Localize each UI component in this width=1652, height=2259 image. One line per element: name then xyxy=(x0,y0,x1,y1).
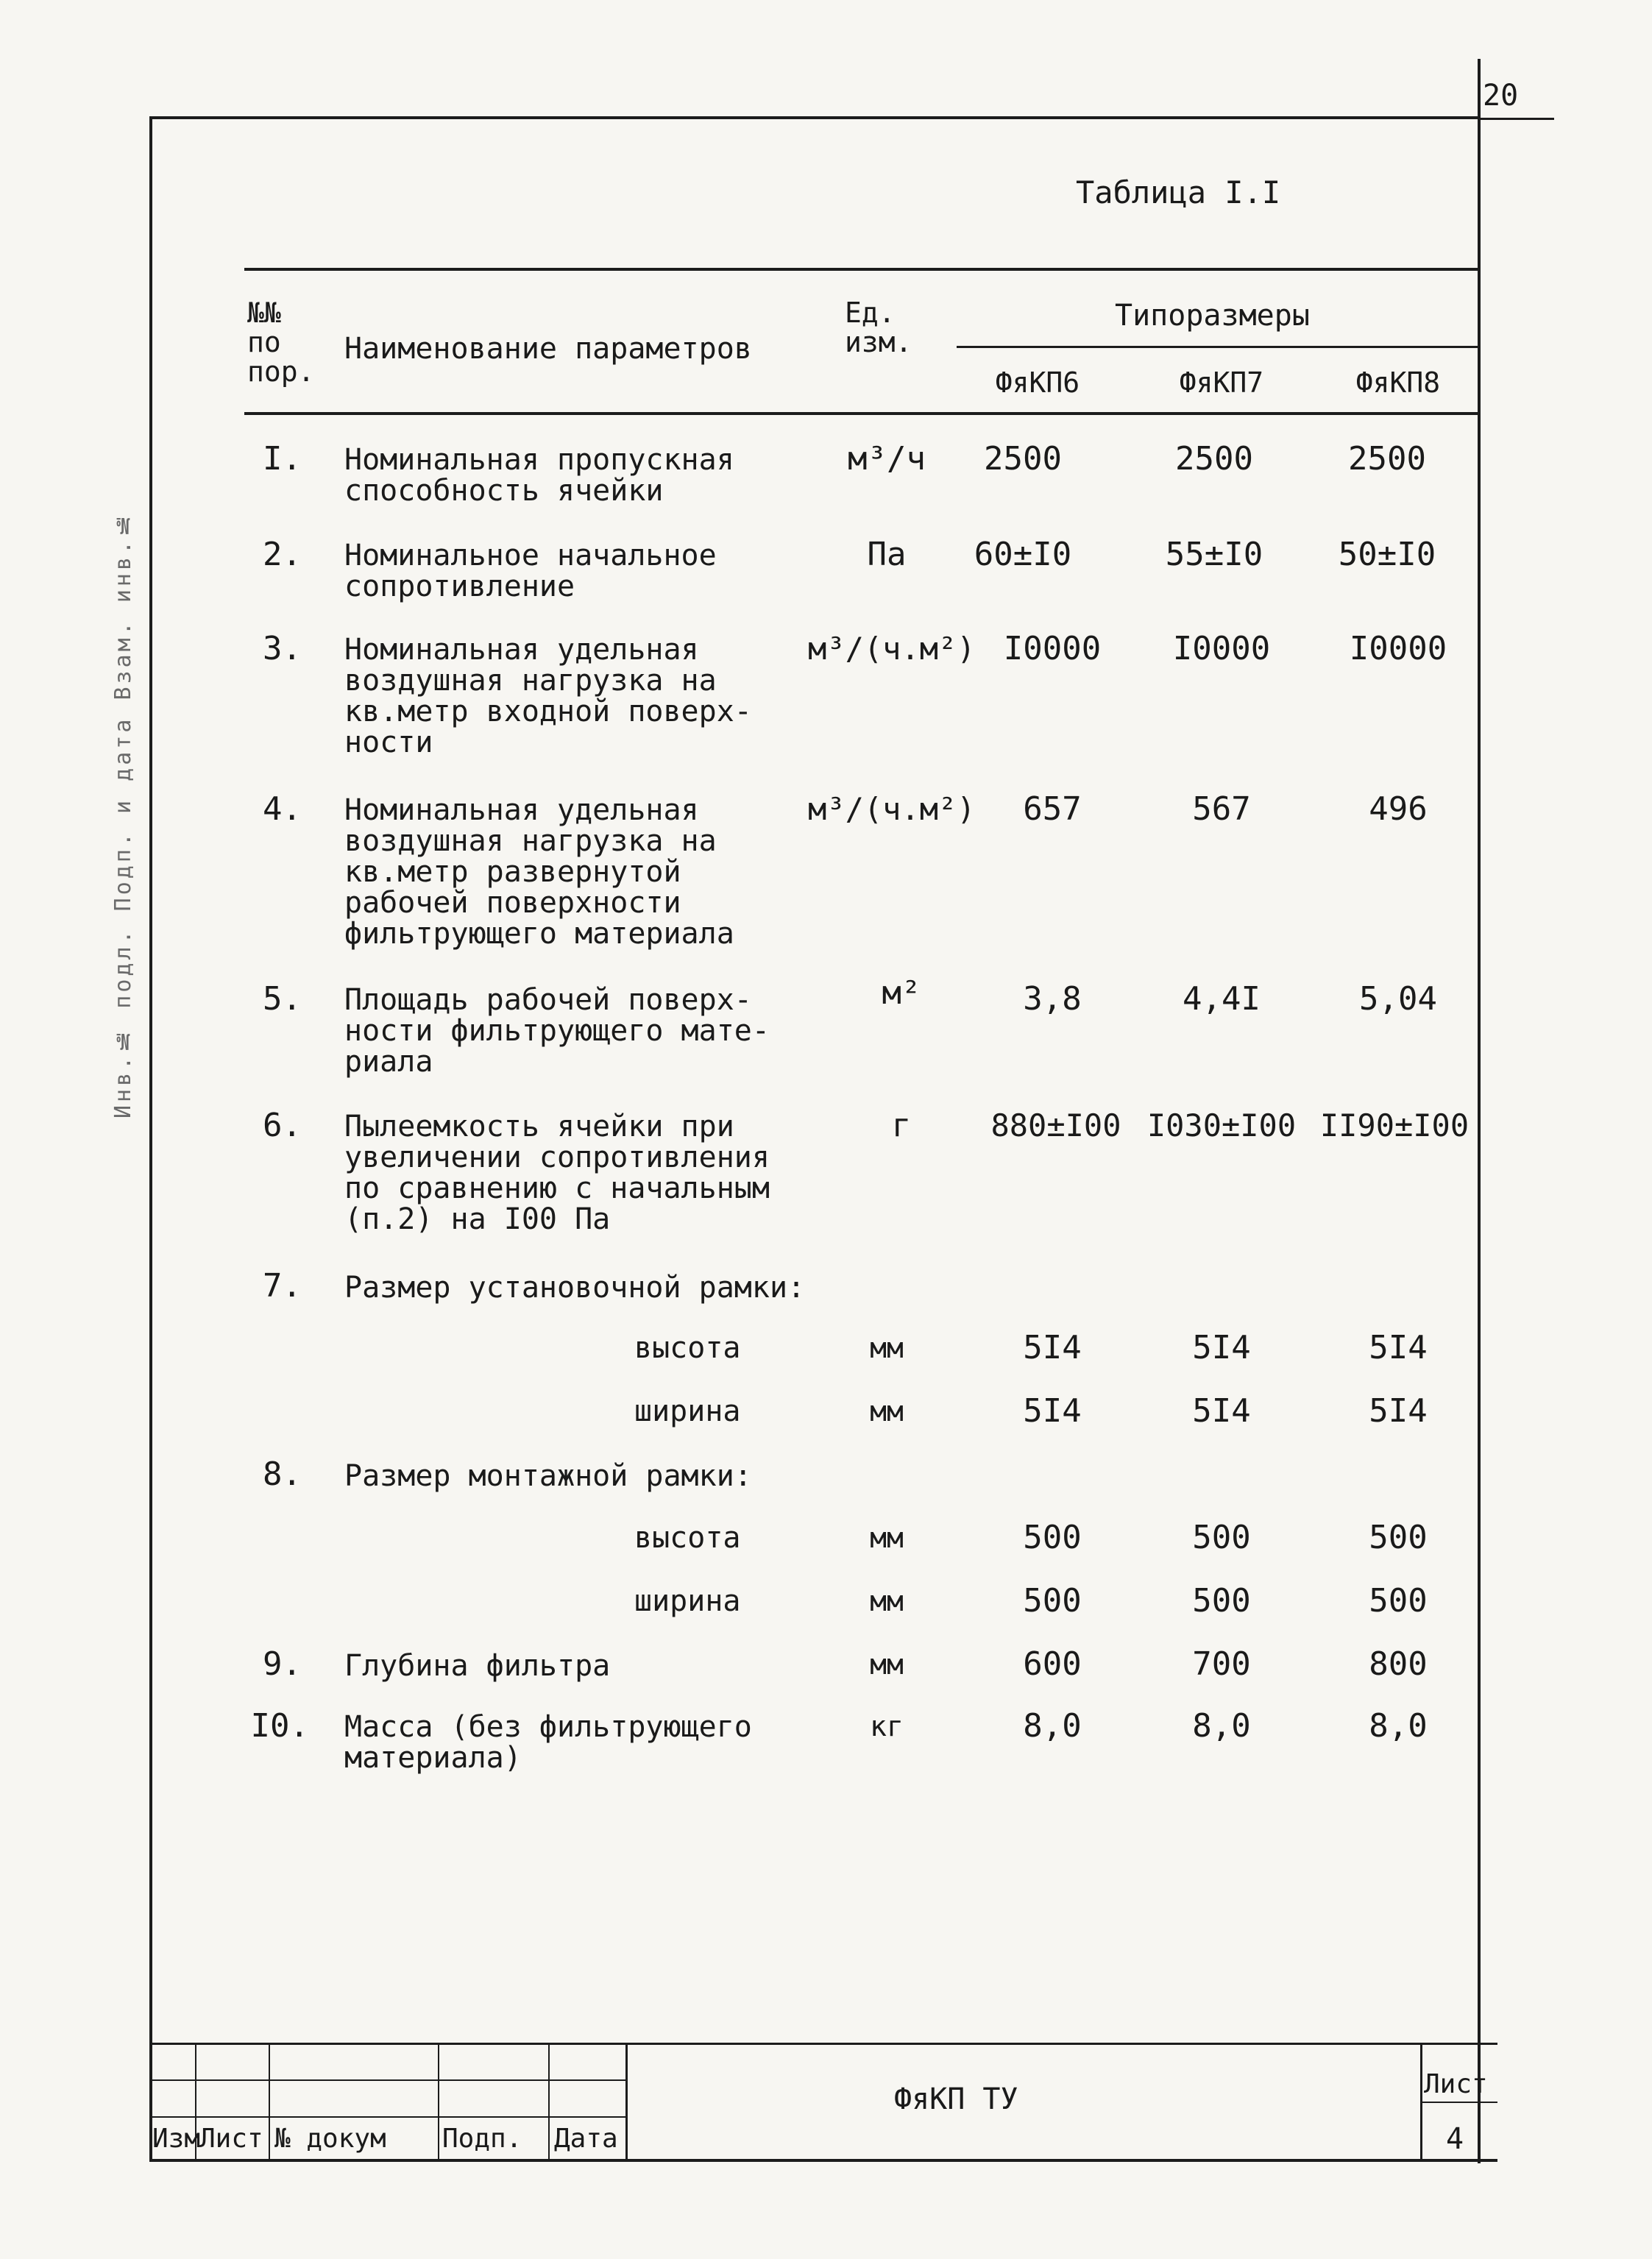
row-6-name xyxy=(344,1111,770,1235)
row-7a-name: высота xyxy=(634,1331,741,1365)
table-title: Таблица I.I xyxy=(1076,174,1281,210)
stamp-col-change: Изм xyxy=(152,2124,201,2154)
row-6-value-1: 880±I00 xyxy=(990,1107,1121,1143)
title-block-col-rule-2 xyxy=(269,2043,270,2160)
row-7b-name: ширина xyxy=(634,1394,741,1428)
row-1-name xyxy=(344,444,734,506)
row-9-value-3: 800 xyxy=(1369,1645,1428,1683)
stamp-document-code: ФяКП ТУ xyxy=(894,2082,1018,2116)
header-parameter-name: Наименование параметров xyxy=(344,332,752,366)
row-10-value-1: 8,0 xyxy=(1023,1707,1082,1745)
row-7a-unit: мм xyxy=(870,1332,904,1364)
row-7a-value-3: 5I4 xyxy=(1369,1329,1428,1366)
row-6-name-line-4: (п.2) на I00 Па xyxy=(344,1202,611,1236)
header-unit xyxy=(845,298,912,357)
row-3-name xyxy=(344,634,752,758)
row-1-name-line-1: Номинальная пропускная xyxy=(344,443,734,477)
row-2-name-line-1: Номинальное начальное xyxy=(344,539,717,572)
row-3-name-line-2: воздушная нагрузка на xyxy=(344,664,717,698)
row-4-value-2: 567 xyxy=(1192,790,1251,828)
page-number: 20 xyxy=(1483,79,1519,113)
row-8b-unit: мм xyxy=(870,1585,904,1617)
stamp-col-date: Дата xyxy=(554,2124,618,2154)
row-1-unit: м³/ч xyxy=(848,440,926,478)
title-block-row-rule-1 xyxy=(151,2079,625,2081)
row-1-value-1: 2500 xyxy=(984,440,1062,478)
row-9-value-1: 600 xyxy=(1023,1645,1082,1683)
title-block xyxy=(151,2043,1497,2160)
row-10-name-line-2: материала) xyxy=(344,1741,522,1775)
title-block-top-rule xyxy=(151,2043,1497,2045)
row-6-name-line-3: по сравнению с начальным xyxy=(344,1171,770,1205)
row-3-name-line-4: ности xyxy=(344,726,433,759)
row-2-value-2: 55±I0 xyxy=(1165,536,1263,573)
row-7a-value-1: 5I4 xyxy=(1023,1329,1082,1366)
row-2-unit: Па xyxy=(867,536,907,573)
row-3-value-1: I0000 xyxy=(1003,630,1102,667)
row-9-name: Глубина фильтра xyxy=(344,1649,611,1683)
row-3-unit: м³/(ч.м²) xyxy=(808,631,976,667)
title-block-col-rule-5 xyxy=(625,2043,628,2160)
row-4-name-line-1: Номинальная удельная xyxy=(344,793,699,827)
header-unit-line-2: изм. xyxy=(845,326,912,358)
stamp-col-doc-number: № докум xyxy=(274,2124,386,2154)
row-3-name-line-1: Номинальная удельная xyxy=(344,633,699,667)
header-number-line-3: пор. xyxy=(247,355,315,388)
frame-top-line xyxy=(151,116,1479,119)
row-5-unit: м² xyxy=(882,974,921,1012)
row-4-name-line-2: воздушная нагрузка на xyxy=(344,824,717,858)
row-2-value-3: 50±I0 xyxy=(1338,536,1436,573)
row-4-number: 4. xyxy=(263,790,302,828)
page-number-divider xyxy=(1481,118,1554,120)
title-block-col-rule-3 xyxy=(438,2043,439,2160)
row-8a-name: высота xyxy=(634,1521,741,1555)
row-8b-value-3: 500 xyxy=(1369,1582,1428,1620)
stamp-col-sheet: Лист xyxy=(199,2124,263,2154)
row-4-value-1: 657 xyxy=(1023,790,1082,828)
row-8a-unit: мм xyxy=(870,1522,904,1554)
row-8b-value-1: 500 xyxy=(1023,1582,1082,1620)
row-7b-value-2: 5I4 xyxy=(1192,1392,1251,1430)
title-block-sheet-row-rule xyxy=(1420,2102,1497,2103)
header-size-3: ФяКП8 xyxy=(1355,366,1441,399)
header-number xyxy=(247,298,315,386)
row-10-number: I0. xyxy=(250,1707,309,1745)
row-5-name-line-2: ности фильтрующего мате- xyxy=(344,1014,770,1048)
row-4-unit: м³/(ч.м²) xyxy=(808,791,976,827)
row-5-value-3: 5,04 xyxy=(1359,980,1437,1018)
row-4-name-line-4: рабочей поверхности xyxy=(344,886,681,920)
header-number-line-1: №№ xyxy=(247,297,281,329)
row-5-value-2: 4,4I xyxy=(1183,980,1261,1018)
sizes-subheader-rule xyxy=(957,346,1479,348)
row-6-unit: г xyxy=(891,1107,912,1144)
row-8a-value-2: 500 xyxy=(1192,1519,1251,1556)
row-8-number: 8. xyxy=(263,1455,302,1493)
row-10-value-2: 8,0 xyxy=(1192,1707,1251,1745)
row-2-name-line-2: сопротивление xyxy=(344,570,575,603)
row-6-value-3: II90±I00 xyxy=(1319,1107,1470,1143)
header-sizes: Типоразмеры xyxy=(1115,299,1310,333)
row-5-name-line-3: риала xyxy=(344,1045,433,1079)
stamp-col-signature: Подп. xyxy=(442,2124,522,2154)
row-8a-value-3: 500 xyxy=(1369,1519,1428,1556)
row-4-name-line-5: фильтрующего материала xyxy=(344,917,734,951)
row-7-number: 7. xyxy=(263,1267,302,1305)
row-7b-value-1: 5I4 xyxy=(1023,1392,1082,1430)
row-2-name xyxy=(344,540,717,602)
row-1-name-line-2: способность ячейки xyxy=(344,474,664,508)
row-7a-value-2: 5I4 xyxy=(1192,1329,1251,1366)
title-block-col-rule-4 xyxy=(548,2043,550,2160)
stamp-sheet-label: Лист xyxy=(1424,2069,1488,2099)
row-1-value-3: 2500 xyxy=(1348,440,1426,478)
row-5-value-1: 3,8 xyxy=(1023,980,1082,1018)
row-7b-value-3: 5I4 xyxy=(1369,1392,1428,1430)
row-3-value-2: I0000 xyxy=(1172,630,1271,667)
row-8b-value-2: 500 xyxy=(1192,1582,1251,1620)
row-9-value-2: 700 xyxy=(1192,1645,1251,1683)
row-2-number: 2. xyxy=(263,536,302,573)
header-size-2: ФяКП7 xyxy=(1179,366,1264,399)
row-4-name-line-3: кв.метр развернутой xyxy=(344,855,681,889)
row-3-name-line-3: кв.метр входной поверх- xyxy=(344,695,752,728)
row-6-value-2: I030±I00 xyxy=(1146,1107,1297,1143)
row-10-name-line-1: Масса (без фильтрующего xyxy=(344,1710,752,1744)
row-10-unit: кг xyxy=(870,1710,904,1742)
header-number-line-2: по xyxy=(247,326,281,358)
stamp-sheet-number: 4 xyxy=(1446,2122,1464,2156)
row-4-value-3: 496 xyxy=(1369,790,1428,828)
row-9-unit: мм xyxy=(870,1648,904,1681)
row-6-name-line-2: увеличении сопротивления xyxy=(344,1141,770,1174)
row-5-number: 5. xyxy=(263,980,302,1018)
row-9-number: 9. xyxy=(263,1645,302,1683)
row-8b-name: ширина xyxy=(634,1584,741,1618)
row-7b-unit: мм xyxy=(870,1395,904,1428)
header-size-1: ФяКП6 xyxy=(995,366,1080,399)
table-top-rule xyxy=(244,268,1479,271)
row-1-number: I. xyxy=(263,440,302,478)
margin-note: Инв.№ подл. Подп. и дата Взам. инв.№ xyxy=(110,508,136,1118)
row-7-name: Размер установочной рамки: xyxy=(344,1271,806,1305)
row-3-number: 3. xyxy=(263,630,302,667)
row-8a-value-1: 500 xyxy=(1023,1519,1082,1556)
row-4-name xyxy=(344,795,734,949)
row-3-value-3: I0000 xyxy=(1349,630,1447,667)
row-10-name xyxy=(344,1712,752,1773)
table-header-bottom-rule xyxy=(244,412,1479,415)
row-10-value-3: 8,0 xyxy=(1369,1707,1428,1745)
header-unit-line-1: Ед. xyxy=(845,297,896,329)
row-6-number: 6. xyxy=(263,1107,302,1144)
row-5-name-line-1: Площадь рабочей поверх- xyxy=(344,983,752,1017)
row-5-name xyxy=(344,985,770,1077)
row-2-value-1: 60±I0 xyxy=(974,536,1072,573)
row-8-name: Размер монтажной рамки: xyxy=(344,1459,752,1493)
row-1-value-2: 2500 xyxy=(1175,440,1253,478)
title-block-row-rule-2 xyxy=(151,2116,625,2118)
row-6-name-line-1: Пылеемкость ячейки при xyxy=(344,1110,734,1143)
